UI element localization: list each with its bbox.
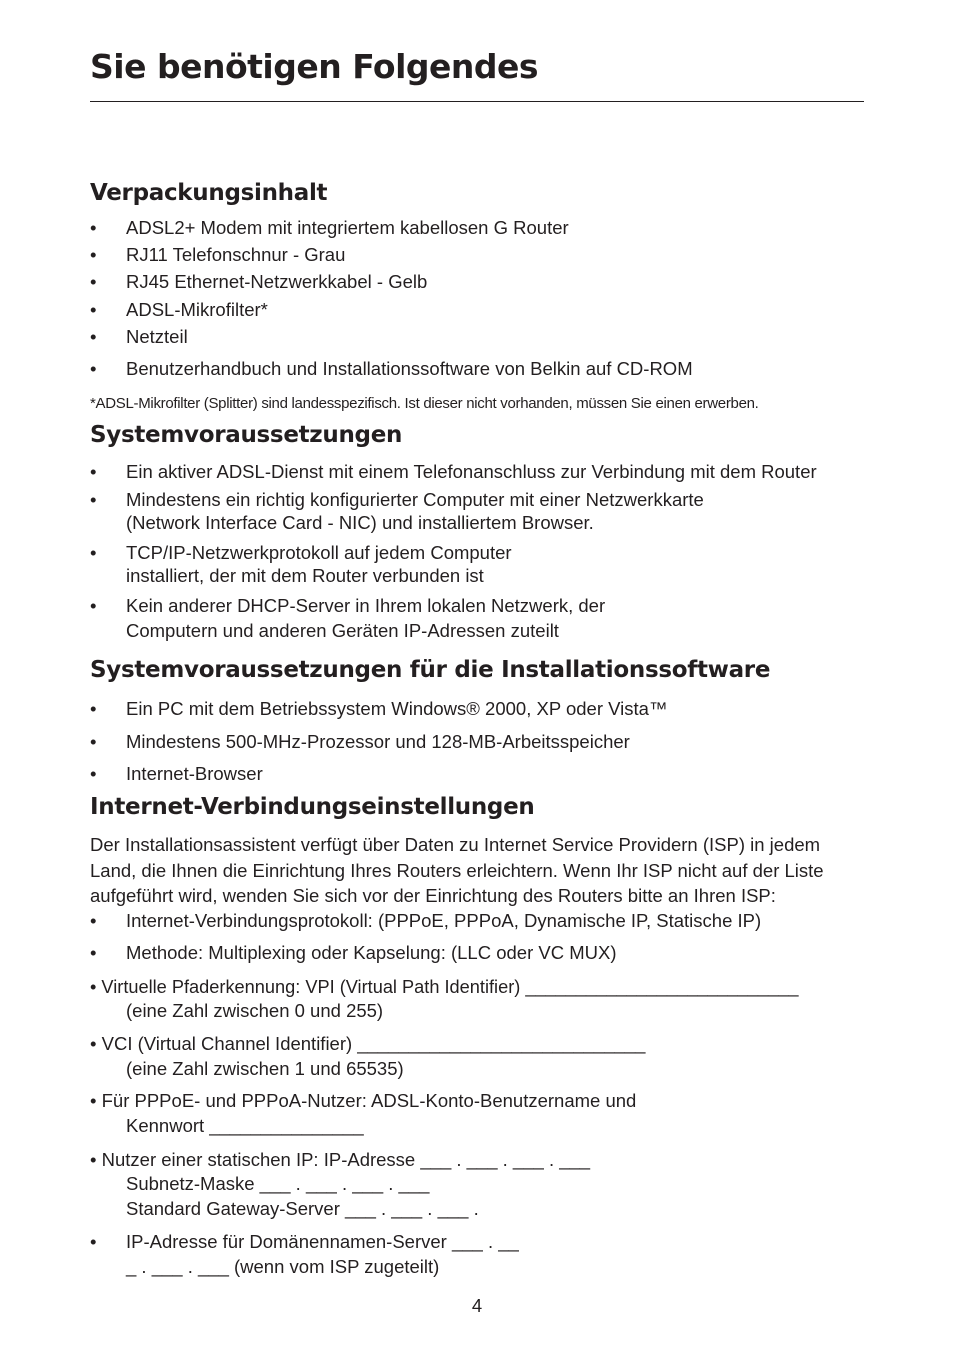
vci-field-line: • VCI (Virtual Channel Identifier) ____________________________ (90, 1033, 646, 1054)
paragraph-line: Der Installationsassistent verfügt über Daten zu Internet Service Providern (ISP) in jedem (90, 834, 821, 855)
paragraph-line: aufgeführt wird, wenden Sie sich vor der Einrichtung des Routers bitte an Ihren ISP: (90, 885, 776, 906)
bullet-icon: • (90, 942, 97, 963)
list-item: Mindestens ein richtig konfigurierter Computer mit einer Netzwerkkarte (126, 489, 704, 510)
list-item: ADSL2+ Modem mit integriertem kabellosen G Router (126, 217, 569, 238)
list-item: Benutzerhandbuch und Installationssoftware von Belkin auf CD-ROM (126, 358, 693, 379)
bullet-icon: • (90, 489, 97, 510)
page-number: 4 (471, 1295, 483, 1316)
bullet-icon: • (90, 910, 97, 931)
list-item: TCP/IP-Netzwerkprotokoll auf jedem Computer (126, 542, 512, 563)
dns-field-continuation: _ . ___ . ___ (wenn vom ISP zugeteilt) (126, 1256, 440, 1277)
bullet-icon: • (90, 731, 97, 752)
bullet-icon: • (90, 326, 97, 347)
list-item: Ein PC mit dem Betriebssystem Windows® 2000, XP oder Vista™ (126, 698, 668, 719)
list-item: Kein anderer DHCP-Server in Ihrem lokalen Netzwerk, der (126, 595, 606, 616)
list-item: Mindestens 500-MHz-Prozessor und 128-MB-Arbeitsspeicher (126, 731, 630, 752)
page-title: Sie benötigen Folgendes (90, 47, 539, 86)
list-item-continuation: installiert, der mit dem Router verbunden ist (126, 565, 484, 586)
static-ip-field-line: • Nutzer einer statischen IP: IP-Adresse ___ . ___ . ___ . ___ (90, 1149, 591, 1170)
list-item: Internet-Verbindungsprotokoll: (PPPoE, PPPoA, Dynamische IP, Statische IP) (126, 910, 762, 931)
list-item-continuation: (Network Interface Card - NIC) und installiertem Browser. (126, 512, 594, 533)
bullet-icon: • (90, 698, 97, 719)
list-item: Methode: Multiplexing oder Kapselung: (LLC oder VC MUX) (126, 942, 617, 963)
vpi-field-hint: (eine Zahl zwischen 0 und 255) (126, 1000, 384, 1021)
list-item-continuation: Computern und anderen Geräten IP-Adressen zuteilt (126, 620, 559, 641)
gateway-field-line: Standard Gateway-Server ___ . ___ . ___ . (126, 1198, 479, 1219)
list-item: ADSL-Mikrofilter* (126, 299, 268, 320)
footnote: *ADSL-Mikrofilter (Splitter) sind landesspezifisch. Ist dieser nicht vorhanden, müssen Sie einen erwerben. (90, 395, 759, 412)
section-heading-system: Systemvoraussetzungen (90, 422, 403, 448)
bullet-icon: • (90, 1231, 97, 1252)
vpi-field-line: • Virtuelle Pfaderkennung: VPI (Virtual Path Identifier) ___________________________ (90, 977, 799, 997)
bullet-icon: • (90, 358, 97, 379)
bullet-icon: • (90, 271, 97, 292)
title-rule (90, 101, 864, 102)
section-heading-internet: Internet-Verbindungseinstellungen (90, 794, 535, 820)
subnet-mask-field-line: Subnetz-Maske ___ . ___ . ___ . ___ (126, 1173, 430, 1194)
vci-field-hint: (eine Zahl zwischen 1 und 65535) (126, 1058, 404, 1079)
bullet-icon: • (90, 542, 97, 563)
section-heading-contents: Verpackungsinhalt (90, 180, 328, 206)
list-item: Internet-Browser (126, 763, 263, 784)
bullet-icon: • (90, 244, 97, 265)
list-item: Netzteil (126, 326, 188, 347)
account-field-line: • Für PPPoE- und PPPoA-Nutzer: ADSL-Konto-Benutzername und (90, 1090, 637, 1111)
bullet-icon: • (90, 461, 97, 482)
bullet-icon: • (90, 299, 97, 320)
list-item: Ein aktiver ADSL-Dienst mit einem Telefonanschluss zur Verbindung mit dem Router (126, 461, 817, 482)
section-heading-software: Systemvoraussetzungen für die Installationssoftware (90, 657, 771, 683)
dns-field-line: IP-Adresse für Domänennamen-Server ___ . __ (126, 1231, 519, 1252)
paragraph-line: Land, die Ihnen die Einrichtung Ihres Routers erleichtern. Wenn Ihr ISP nicht auf der Liste (90, 860, 824, 881)
bullet-icon: • (90, 595, 97, 616)
bullet-icon: • (90, 763, 97, 784)
list-item: RJ11 Telefonschnur - Grau (126, 244, 346, 265)
bullet-icon: • (90, 217, 97, 238)
list-item: RJ45 Ethernet-Netzwerkkabel - Gelb (126, 271, 428, 292)
password-field-line: Kennwort _______________ (126, 1115, 364, 1136)
